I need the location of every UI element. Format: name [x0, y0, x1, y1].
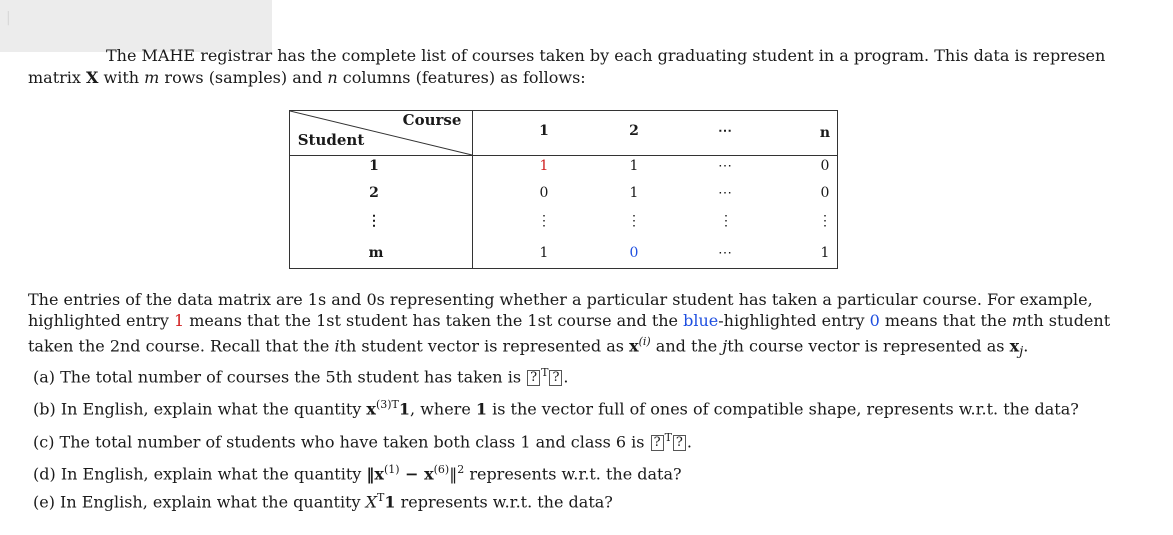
cell-rm-c3: ⋯	[718, 245, 734, 261]
question-e: (e) In English, explain what the quantity $X^T1$ represents w.r.t. the data?	[33, 491, 613, 512]
para-line-2: highlighted entry 1 means that the 1st student has taken the 1st course and the blue-highlighted entry 0 means that the mth student	[28, 311, 1111, 330]
cell-r3-c3: ⋮	[719, 213, 733, 229]
question-b: (b) In English, explain what the quantity $x^{(3)T}1$, where 1 is the vector full of ones of compatible shape, represents w.r.t. the data?	[33, 398, 1079, 419]
cell-r2-c1: 0	[539, 185, 549, 201]
cell-rm-cn: 1	[820, 245, 830, 261]
explanation-paragraph	[28, 289, 1110, 363]
row-label-2: 2	[369, 185, 379, 201]
header-student: Student	[297, 131, 365, 149]
answer-box-c2[interactable]: ?	[673, 435, 686, 451]
question-d: (d) In English, explain what the quantity $‖x^{(1)}$ − $x^{(6)}‖^2$ represents w.r.t. the data?	[33, 463, 682, 484]
answer-box-a2[interactable]: ?	[549, 370, 562, 386]
intro-line-2: matrix X with m rows (samples) and n columns (features) as follows:	[28, 68, 586, 87]
cell-r3-c1: ⋮	[537, 213, 551, 229]
row-label-m: m	[368, 245, 384, 261]
data-matrix-table	[289, 110, 838, 269]
cell-rm-c1: 1	[539, 245, 549, 261]
cell-r3-c2: ⋮	[627, 213, 641, 229]
question-c: (c) The total number of students who have taken both class 1 and class 6 is ? $^T$ ? .	[33, 431, 692, 452]
cell-r1-c1: 1	[539, 158, 549, 174]
cell-r3-cn: ⋮	[818, 213, 832, 229]
col-header-n: n	[819, 125, 831, 141]
cell-r1-c3: ⋯	[718, 158, 734, 174]
answer-box-a1[interactable]: ?	[527, 370, 540, 386]
cell-rm-c2: 0	[629, 245, 639, 261]
para-line-1: The entries of the data matrix are 1s and 0s representing whether a particular student has taken a particular course. For example,	[28, 290, 1093, 309]
cell-r2-c3: ⋯	[718, 185, 734, 201]
cell-r2-cn: 0	[820, 185, 830, 201]
question-a: (a) The total number of courses the 5th student has taken is ? $^T$ ? .	[33, 366, 569, 387]
cell-r1-cn: 0	[820, 158, 830, 174]
cell-r2-c2: 1	[629, 185, 639, 201]
row-label-1: 1	[369, 158, 379, 174]
answer-box-c1[interactable]: ?	[651, 435, 664, 451]
row-label-vdots: ⋮	[367, 213, 381, 229]
col-header-ellipsis: ⋯	[718, 123, 734, 139]
intro-text	[28, 45, 1105, 89]
intro-line-1: The MAHE registrar has the complete list of courses taken by each graduating student in a program. This data is represen	[106, 46, 1106, 65]
cell-r1-c2: 1	[629, 158, 639, 174]
para-line-3: taken the 2nd course. Recall that the ith student vector is represented as $x^{(i)}$ and the jth course vector is represented as $x_j$.	[28, 335, 1029, 360]
col-header-2: 2	[629, 123, 639, 139]
col-header-1: 1	[539, 123, 549, 139]
faint-mark-icon: |	[6, 10, 11, 26]
header-course: Course	[402, 111, 462, 129]
